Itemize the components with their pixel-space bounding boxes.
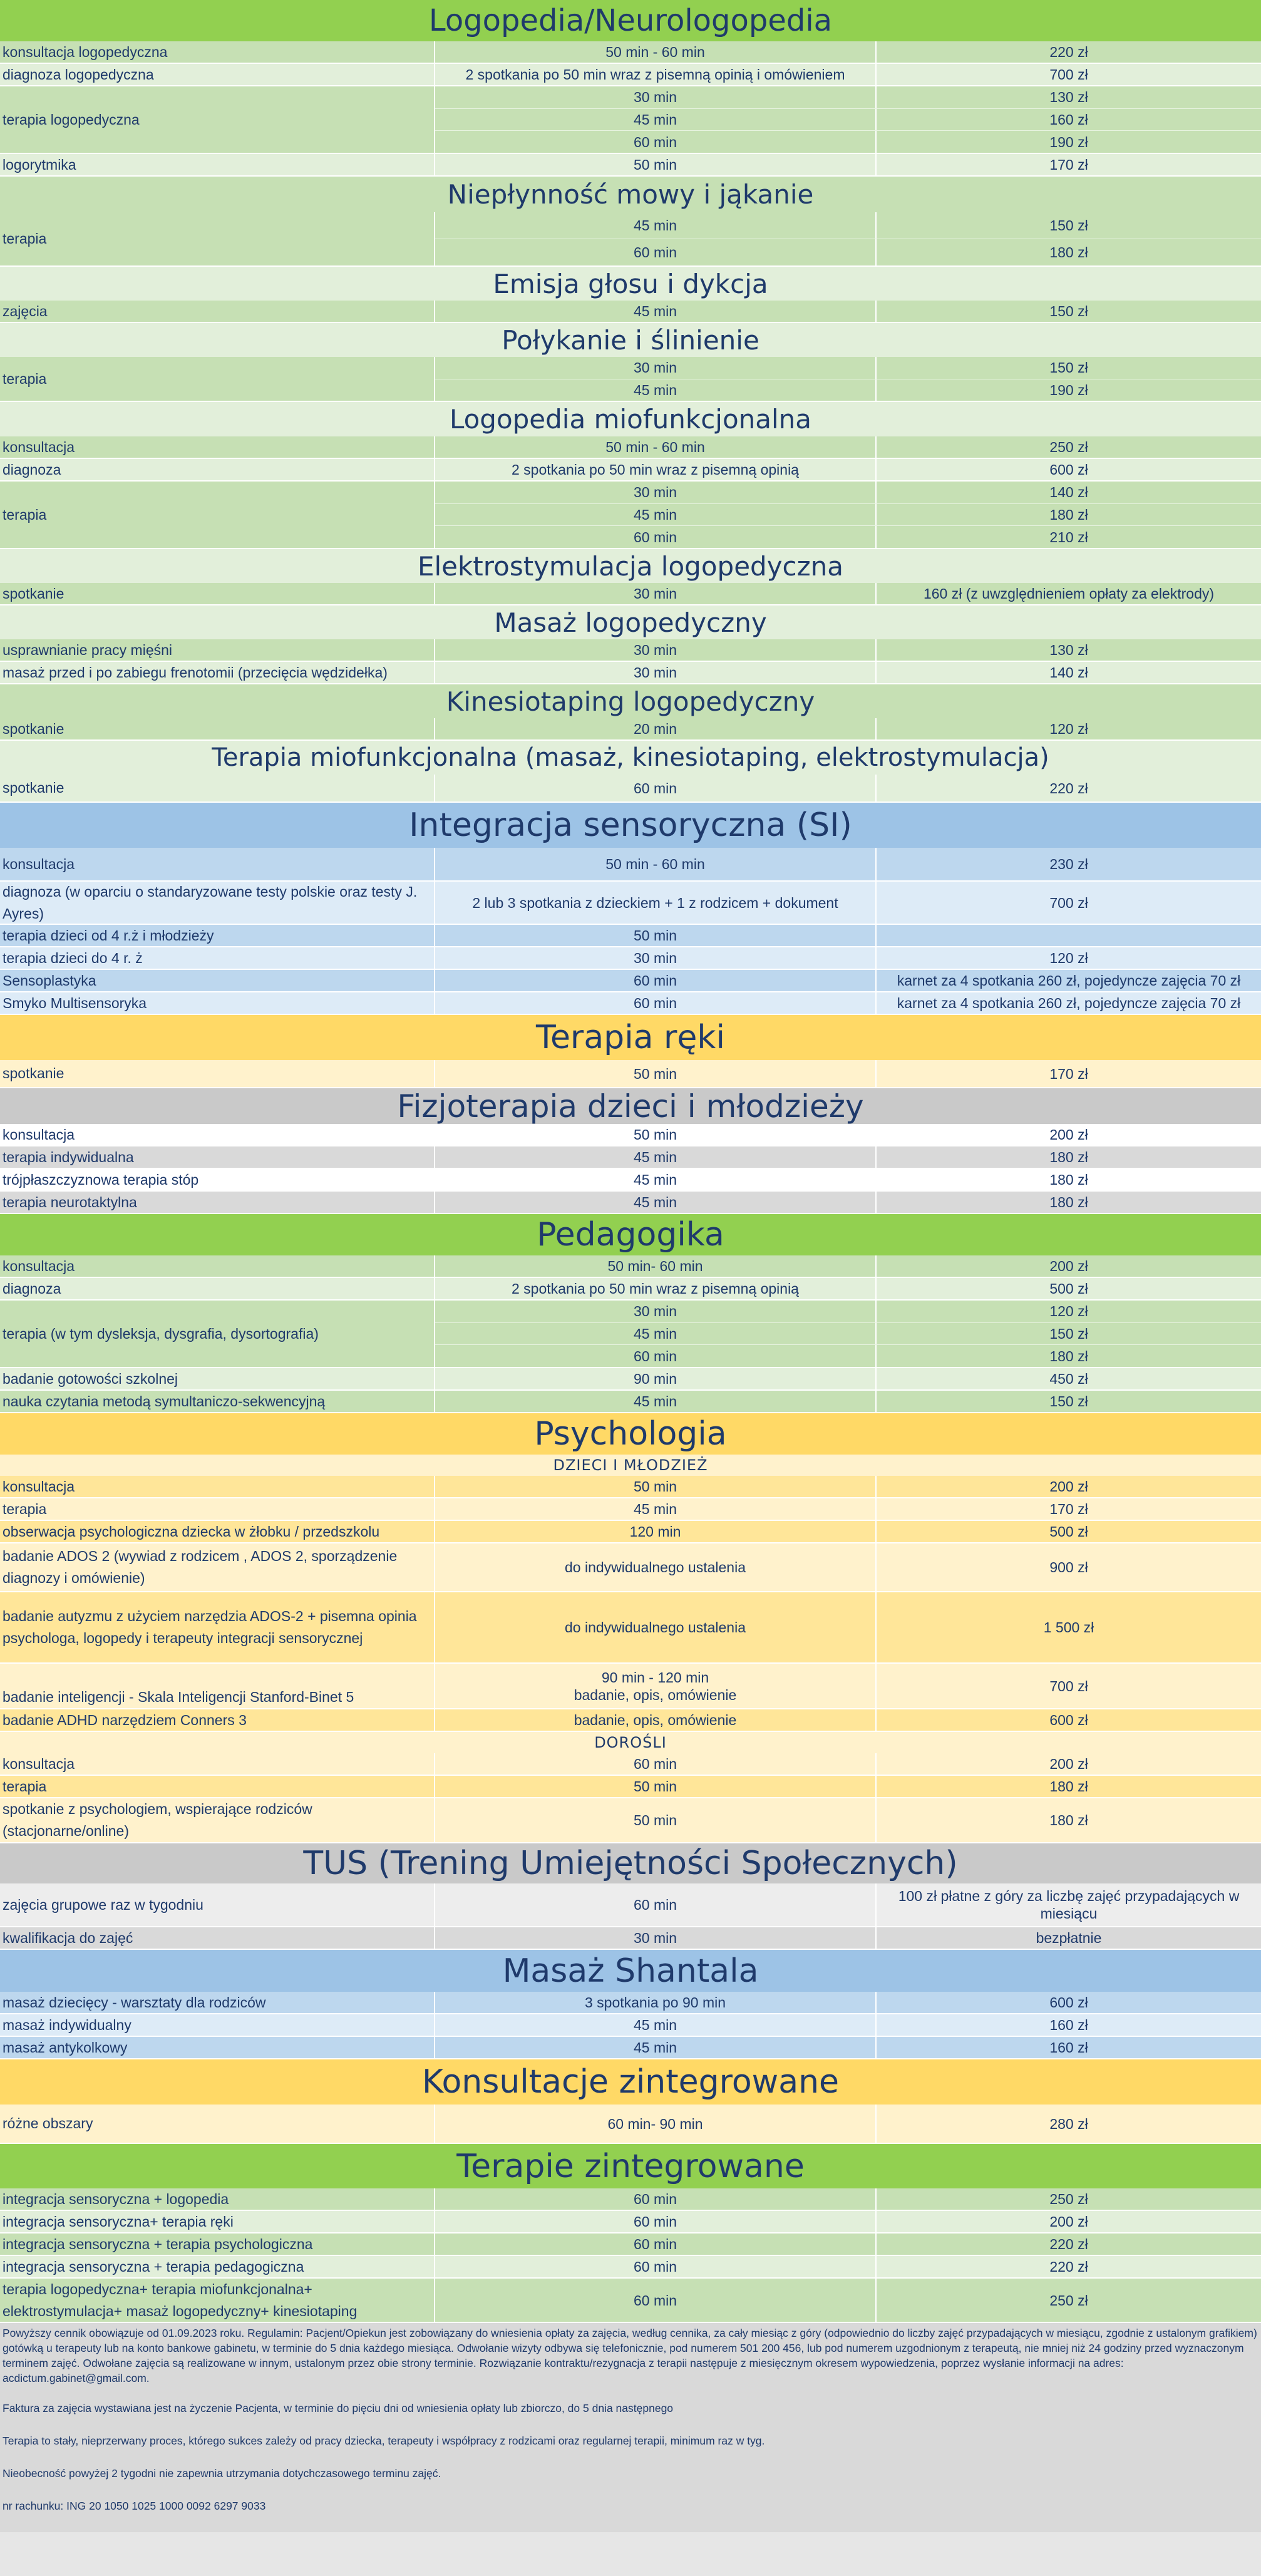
service-name: konsultacja [0,1255,435,1277]
service-duration: 60 min [435,2233,877,2255]
service-duration: 45 min [435,504,877,526]
service-price: 150 zł [1049,303,1088,319]
service-name: masaż dziecięcy - warsztaty dla rodziców [0,1992,435,2013]
price-row [0,2279,1261,2323]
price-row [0,1301,1261,1368]
price-row [0,2105,1261,2144]
service-price: 160 zł [1049,2017,1088,2033]
service-price: 200 zł [1049,1126,1088,1143]
section-title: Elektrostymulacja logopedyczna [0,549,1261,583]
service-name: diagnoza [0,459,435,480]
service-name: nauka czytania metodą symultaniczo-sekwencyjną [0,1391,435,1412]
service-name: terapia logopedyczna [0,86,435,153]
price-row [0,1543,1261,1592]
footer-terms [0,2323,1261,2532]
service-price: 170 zł [1049,1065,1088,1082]
service-price: 180 zł [1049,1812,1088,1828]
service-duration: 45 min [435,2014,877,2036]
footer-invoice-note: Faktura za zajęcia wystawiana jest na życzenie Pacjenta, w terminie do pięciu dni od wniesienia opłaty lub zbiorczo, do 5 dnia następnego [3,2402,674,2414]
service-price: 220 zł [1049,780,1088,796]
service-price: 210 zł [1049,528,1088,545]
section-title: Terapia ręki [0,1015,1261,1060]
service-name: usprawnianie pracy mięśni [0,639,435,661]
price-row [0,925,1261,947]
price-row [0,1592,1261,1664]
service-duration: 45 min [435,1192,877,1213]
service-duration: 50 min [435,925,877,946]
service-name: konsultacja logopedyczna [0,41,435,63]
service-name: spotkanie [0,1060,435,1087]
service-name: konsultacja [0,1753,435,1775]
service-duration: 30 min [435,357,877,379]
service-price: 600 zł [1049,1994,1088,2011]
service-duration: 45 min [435,1323,877,1345]
service-name: badanie autyzmu z użyciem narzędzia ADOS-2 + pisemna opinia psychologa, logopedy i terapeuty integracji sensorycznej [0,1592,435,1662]
service-duration: 30 min [435,947,877,969]
price-row [0,1753,1261,1776]
section-title: Logopedia miofunkcjonalna [0,402,1261,436]
service-price: 120 zł [1049,721,1088,737]
price-row [0,1391,1261,1413]
service-name: terapia logopedyczna+ terapia miofunkcjonalna+ elektrostymulacja+ masaż logopedyczny+ kinesiotaping [0,2279,435,2322]
service-price: 150 zł [1049,359,1088,376]
service-price: 130 zł [1049,89,1088,106]
service-name: spotkanie [0,583,435,604]
service-price: 250 zł [1049,2191,1088,2207]
service-price: 180 zł [1049,1149,1088,1165]
service-name: badanie ADHD narzędziem Conners 3 [0,1709,435,1731]
service-price: 200 zł [1049,2213,1088,2230]
price-row [0,1992,1261,2014]
service-duration: 30 min [435,1927,877,1949]
service-duration: 50 min [435,1124,877,1145]
service-price: 900 zł [1049,1559,1088,1575]
service-name: zajęcia grupowe raz w tygodniu [0,1883,435,1926]
service-duration: 60 min [435,2211,877,2232]
service-name: integracja sensoryczna + logopedia [0,2188,435,2210]
price-row [0,1476,1261,1498]
service-duration: 30 min [435,662,877,683]
service-duration: 50 min [435,1776,877,1797]
service-name: terapia indywidualna [0,1146,435,1168]
service-duration: 45 min [435,1391,877,1412]
service-price: 200 zł [1049,1258,1088,1274]
service-price: 180 zł [1049,1347,1088,1364]
service-duration: 3 spotkania po 90 min [435,1992,877,2013]
service-name: badanie gotowości szkolnej [0,1368,435,1389]
service-duration: 45 min [435,2037,877,2058]
service-price: 170 zł [1049,157,1088,173]
service-duration: do indywidualnego ustalenia [435,1543,877,1591]
service-name: masaż antykolkowy [0,2037,435,2058]
section-title: Terapie zintegrowane [0,2144,1261,2188]
service-name: integracja sensoryczna+ terapia ręki [0,2211,435,2232]
price-row [0,1255,1261,1278]
service-duration: 60 min [435,2279,877,2322]
price-row [0,970,1261,992]
service-duration: 50 min [435,1060,877,1087]
section-title: Psychologia [0,1413,1261,1455]
price-row [0,436,1261,459]
service-price: 220 zł [1049,44,1088,60]
service-price: 130 zł [1049,642,1088,658]
service-name: terapia dzieci od 4 r.ż i młodzieży [0,925,435,946]
service-duration: 45 min [435,212,877,239]
section-title: Kinesiotaping logopedyczny [0,684,1261,718]
service-price: 170 zł [1049,1501,1088,1517]
service-duration: 20 min [435,718,877,739]
service-price: 500 zł [1049,1280,1088,1297]
service-name: spotkanie [0,718,435,739]
service-duration: 50 min- 60 min [435,1255,877,1277]
service-name: diagnoza [0,1278,435,1299]
service-duration: 60 min [435,2188,877,2210]
service-name: integracja sensoryczna + terapia psychologiczna [0,2233,435,2255]
service-duration: 90 min [435,1368,877,1389]
price-row [0,882,1261,925]
service-duration: 60 min [435,970,877,991]
price-row [0,1278,1261,1301]
service-name: kwalifikacja do zajęć [0,1927,435,1949]
service-price: 200 zł [1049,1756,1088,1772]
service-name: masaż przed i po zabiegu frenotomii (przecięcia wędzidełka) [0,662,435,683]
service-price: 160 zł (z uwzględnieniem opłaty za elektrody) [923,585,1215,602]
service-price: 120 zł [1049,950,1088,966]
service-duration: 50 min - 60 min [435,848,877,880]
price-row [0,41,1261,64]
footer-therapy-note: Terapia to stały, nieprzerwany proces, którego sukces zależy od pracy dziecka, terapeuty i współpracy z rodzicami oraz regularnej terapii, minimum raz w tyg. [3,2434,765,2447]
service-name: terapia dzieci do 4 r. ż [0,947,435,969]
service-duration: 45 min [435,301,877,322]
service-duration: 45 min [435,109,877,131]
service-price: karnet za 4 spotkania 260 zł, pojedyncze zajęcia 70 zł [897,972,1241,989]
service-duration: 50 min [435,1476,877,1497]
service-name: terapia (w tym dysleksja, dysgrafia, dysortografia) [0,1301,435,1367]
subsection-title: DZIECI I MŁODZIEŻ [0,1455,1261,1476]
price-row [0,992,1261,1015]
price-row [0,1124,1261,1146]
service-price: 500 zł [1049,1523,1088,1540]
service-duration: 45 min [435,1169,877,1190]
service-name: różne obszary [0,2105,435,2143]
service-price: 150 zł [1049,217,1088,234]
service-price: 140 zł [1049,664,1088,681]
service-price: 250 zł [1049,2292,1088,2309]
section-title: Terapia miofunkcjonalna (masaż, kinesiotaping, elektrostymulacja) [0,741,1261,775]
service-duration: 60 min- 90 min [435,2105,877,2143]
service-name: integracja sensoryczna + terapia pedagogiczna [0,2256,435,2277]
service-price: 180 zł [1049,507,1088,523]
service-price: 180 zł [1049,1172,1088,1188]
subsection-title: DOROŚLI [0,1732,1261,1753]
service-name: konsultacja [0,848,435,880]
service-name: badanie ADOS 2 (wywiad z rodzicem , ADOS 2, sporządzenie diagnozy i omówienie) [0,1543,435,1591]
price-row [0,459,1261,482]
service-price: 220 zł [1049,2236,1088,2252]
price-row [0,1368,1261,1391]
section-title: Konsultacje zintegrowane [0,2059,1261,2105]
price-row [0,2037,1261,2059]
price-row [0,775,1261,803]
service-name: Smyko Multisensoryka [0,992,435,1014]
section-title: Logopedia/Neurologopedia [0,0,1261,41]
service-duration: 60 min [435,131,877,153]
service-duration: 60 min [435,239,877,265]
service-price: 280 zł [1049,2115,1088,2132]
service-price: karnet za 4 spotkania 260 zł, pojedyncze zajęcia 70 zł [897,995,1241,1011]
service-price: 160 zł [1049,111,1088,128]
price-row [0,86,1261,154]
service-name: terapia neurotaktylna [0,1192,435,1213]
service-duration: 45 min [435,1146,877,1168]
service-name: obserwacja psychologiczna dziecka w żłobku / przedszkolu [0,1521,435,1542]
price-row [0,1146,1261,1169]
service-price: 700 zł [1049,1677,1088,1694]
price-row [0,2256,1261,2279]
service-name: zajęcia [0,301,435,322]
service-price: 600 zł [1049,1712,1088,1728]
service-duration: 30 min [435,86,877,108]
service-duration: 30 min [435,482,877,503]
service-duration: 60 min [435,526,877,548]
service-name: masaż indywidualny [0,2014,435,2036]
price-row [0,64,1261,86]
service-duration: 60 min [435,1753,877,1775]
price-row [0,2233,1261,2256]
service-name: spotkanie z psychologiem, wspierające rodziców (stacjonarne/online) [0,1798,435,1842]
price-row [0,2211,1261,2233]
service-price: 700 zł [1049,66,1088,83]
service-duration: 120 min [435,1521,877,1542]
price-row [0,1709,1261,1732]
price-row [0,1521,1261,1543]
service-duration: 30 min [435,1301,877,1322]
price-row [0,639,1261,662]
service-price: 190 zł [1049,381,1088,398]
service-price: bezpłatnie [1036,1930,1102,1946]
service-price: 150 zł [1049,1393,1088,1409]
service-name: terapia [0,482,435,548]
service-name: spotkanie [0,775,435,801]
footer-absence-note: Nieobecność powyżej 2 tygodni nie zapewnia utrzymania dotychczasowego terminu zajęć. [3,2467,441,2480]
service-duration: 2 lub 3 spotkania z dzieckiem + 1 z rodzicem + dokument [435,882,877,924]
service-duration: 50 min - 60 min [435,41,877,63]
service-name: konsultacja [0,436,435,458]
price-row [0,583,1261,605]
service-duration: 60 min [435,1345,877,1367]
service-name: Sensoplastyka [0,970,435,991]
price-row [0,1664,1261,1709]
service-price: 180 zł [1049,1194,1088,1210]
service-name: terapia [0,357,435,401]
service-duration: 50 min - 60 min [435,436,877,458]
service-price: 250 zł [1049,439,1088,455]
service-price: 150 zł [1049,1326,1088,1342]
price-row [0,1927,1261,1950]
service-duration: 60 min [435,2256,877,2277]
service-duration: 2 spotkania po 50 min wraz z pisemną opinią [435,459,877,480]
service-name: terapia [0,1498,435,1520]
service-name: terapia [0,212,435,265]
service-price [877,925,1261,946]
section-title: Niepłynność mowy i jąkanie [0,177,1261,212]
service-name: terapia [0,1776,435,1797]
price-row [0,662,1261,684]
service-price: 200 zł [1049,1478,1088,1495]
price-row [0,848,1261,882]
service-duration: 90 min - 120 min badanie, opis, omówienie [435,1664,877,1708]
price-row [0,212,1261,267]
service-name: konsultacja [0,1476,435,1497]
service-price: 230 zł [1049,856,1088,872]
price-row [0,1060,1261,1088]
price-row [0,1498,1261,1521]
service-name: diagnoza logopedyczna [0,64,435,85]
footer-regulations: Powyższy cennik obowiązuje od 01.09.2023 roku. Regulamin: Pacjent/Opiekun jest zobowiązany do wniesienia opłaty za zajęcia, według cennika, za cały miesiąc z góry (odpowiednio do liczby zajęć przypadających w miesiącu, zgodnie z ustalonym grafikiem) gotówką u terapeuty lub na konto bankowe gabinetu, w terminie do 5 dnia każdego miesiąca. Odwołanie wizyty odbywa się telefonicznie, pod numerem 501 200 456, lub pod numerem uzgodnionym z terapeutą, nie mniej niż 24 godziny przed wyznaczonym terminem zajęć. Odwołane zajęcia są realizowane w innym, ustalonym przez obie strony terminie. Rozwiązanie kontraktu/rezygnacja z terapii następuje z miesięcznym okresem wypowiedzenia, poprzez wysłanie informacji na adres: acdictum.gabinet@gmail.com. [3,2327,1257,2384]
service-duration: 30 min [435,583,877,604]
price-row [0,2188,1261,2211]
price-row [0,1883,1261,1927]
service-duration: 60 min [435,992,877,1014]
price-row [0,947,1261,970]
service-name: trójpłaszczyznowa terapia stóp [0,1169,435,1190]
service-name: diagnoza (w oparciu o standaryzowane testy polskie oraz testy J. Ayres) [0,882,435,924]
service-name: badanie inteligencji - Skala Inteligencji Stanford-Binet 5 [0,1664,435,1708]
section-title: TUS (Trening Umiejętności Społecznych) [0,1843,1261,1883]
service-duration: 60 min [435,775,877,801]
price-row [0,482,1261,549]
section-title: Pedagogika [0,1214,1261,1255]
service-duration: 45 min [435,379,877,401]
service-duration: do indywidualnego ustalenia [435,1592,877,1662]
section-title: Integracja sensoryczna (SI) [0,803,1261,848]
price-row [0,154,1261,177]
service-duration: 60 min [435,1883,877,1926]
service-duration: 45 min [435,1498,877,1520]
section-title: Połykanie i ślinienie [0,323,1261,357]
service-duration: 2 spotkania po 50 min wraz z pisemną opinią i omówieniem [435,64,877,85]
service-price: 220 zł [1049,2259,1088,2275]
service-price: 160 zł [1049,2039,1088,2056]
service-duration: badanie, opis, omówienie [435,1709,877,1731]
service-duration: 50 min [435,154,877,175]
section-title: Fizjoterapia dzieci i młodzieży [0,1088,1261,1124]
price-row [0,1169,1261,1192]
service-name: konsultacja [0,1124,435,1145]
service-price: 190 zł [1049,133,1088,150]
price-row [0,1192,1261,1214]
section-title: Masaż Shantala [0,1950,1261,1992]
service-price: 180 zł [1049,244,1088,260]
price-row [0,2014,1261,2037]
service-price: 140 zł [1049,484,1088,501]
service-duration: 2 spotkania po 50 min wraz z pisemną opinią [435,1278,877,1299]
service-price: 120 zł [1049,1303,1088,1320]
price-row [0,1776,1261,1798]
price-row [0,1798,1261,1843]
footer-bank-account: nr rachunku: ING 20 1050 1025 1000 0092 6297 9033 [3,2500,266,2512]
section-title: Masaż logopedyczny [0,605,1261,639]
service-price: 180 zł [1049,1778,1088,1795]
service-duration: 50 min [435,1798,877,1842]
service-price: 700 zł [1049,894,1088,911]
service-duration: 30 min [435,639,877,661]
section-title: Emisja głosu i dykcja [0,267,1261,301]
price-row [0,357,1261,402]
service-price: 600 zł [1049,461,1088,478]
service-name: logorytmika [0,154,435,175]
service-price: 1 500 zł [1043,1619,1094,1636]
service-price: 100 zł płatne z góry za liczbę zajęć przypadających w miesiącu [898,1888,1240,1922]
price-row [0,301,1261,323]
price-row [0,718,1261,741]
service-price: 450 zł [1049,1371,1088,1387]
